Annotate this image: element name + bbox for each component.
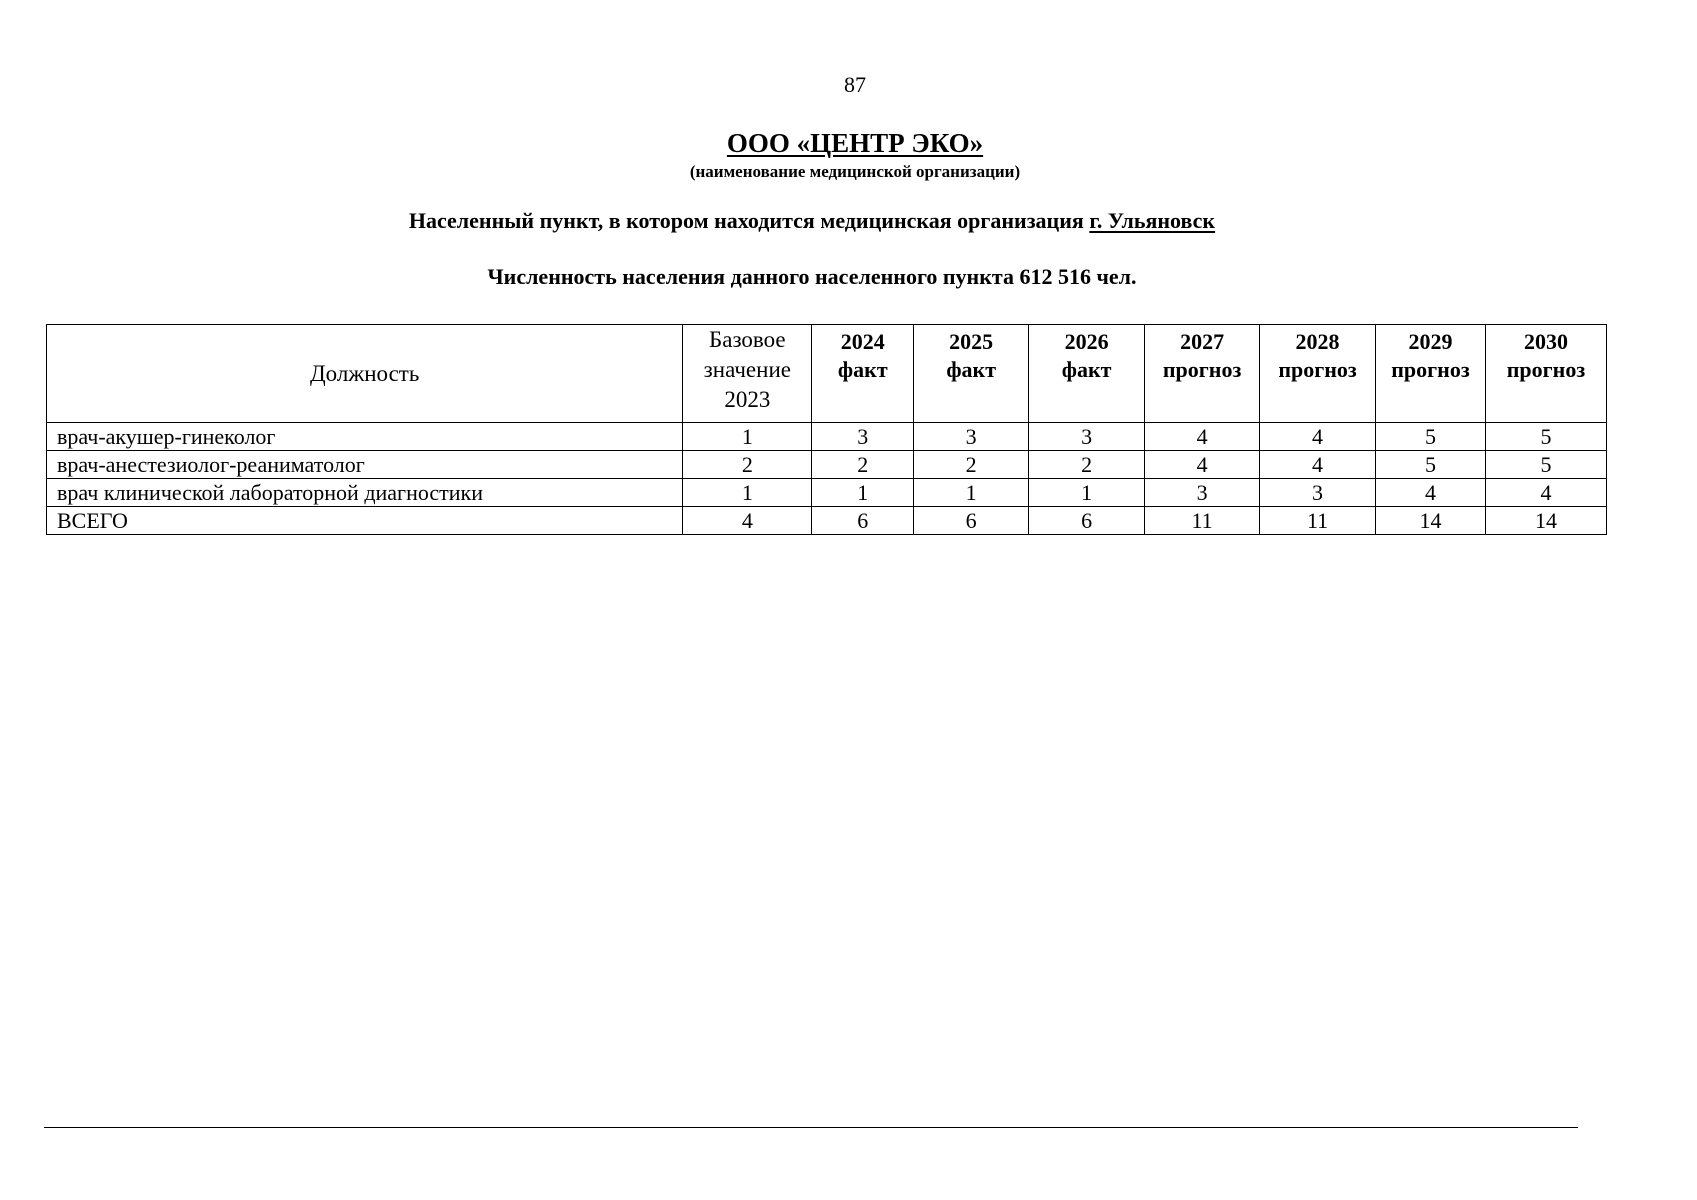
- table-row: [47, 479, 1607, 507]
- cell-2028: 11: [1260, 507, 1376, 535]
- cell-base-2023: 2: [683, 451, 812, 479]
- header-position: Должность: [47, 325, 683, 423]
- cell-2026: 2: [1029, 451, 1145, 479]
- cell-2029: 5: [1376, 423, 1486, 451]
- header-base-value: [683, 325, 812, 423]
- header-base-line1: Базовое: [709, 327, 786, 352]
- row-total-label: ВСЕГО: [47, 507, 683, 535]
- cell-2024: 6: [812, 507, 914, 535]
- header-year-2026: [1029, 325, 1145, 423]
- cell-base-2023: 1: [683, 423, 812, 451]
- cell-2027: 4: [1145, 423, 1260, 451]
- cell-2025: 3: [914, 423, 1029, 451]
- footer-divider: [44, 1127, 1578, 1128]
- header-kind: факт: [837, 357, 888, 382]
- header-year: 2030: [1523, 329, 1568, 354]
- cell-2024: 2: [812, 451, 914, 479]
- page-number: 87: [844, 72, 866, 97]
- header-kind: прогноз: [1391, 357, 1470, 382]
- cell-base-2023: 1: [683, 479, 812, 507]
- table-row: [47, 423, 1607, 451]
- cell-2027: 11: [1145, 507, 1260, 535]
- organization-caption: (наименование медицинской организации): [689, 162, 1021, 181]
- population-line: Численность населения данного населенного пункта 612 516 чел.: [487, 264, 1137, 289]
- cell-2028: 4: [1260, 423, 1376, 451]
- cell-base-2023: 4: [683, 507, 812, 535]
- cell-2027: 4: [1145, 451, 1260, 479]
- locality-line: [0, 208, 1624, 234]
- table-row: [47, 451, 1607, 479]
- cell-2025: 2: [914, 451, 1029, 479]
- cell-2029: 14: [1376, 507, 1486, 535]
- locality-label: Населенный пункт, в котором находится медицинская организация: [408, 208, 1084, 233]
- row-position-name: врач-акушер-гинеколог: [47, 423, 683, 451]
- header-year-2029: [1376, 325, 1486, 423]
- header-year: 2024: [840, 329, 885, 354]
- cell-2025: 6: [914, 507, 1029, 535]
- header-year: 2025: [949, 329, 994, 354]
- header-base-line3: 2023: [724, 387, 771, 412]
- cell-2028: 3: [1260, 479, 1376, 507]
- header-year-2024: [812, 325, 914, 423]
- header-kind: факт: [946, 357, 997, 382]
- table-header-row: [47, 325, 1607, 423]
- header-base-line2: значение: [703, 357, 791, 382]
- cell-2027: 3: [1145, 479, 1260, 507]
- header-kind: прогноз: [1278, 357, 1357, 382]
- header-year-2025: [914, 325, 1029, 423]
- header-kind: прогноз: [1162, 357, 1242, 382]
- cell-2028: 4: [1260, 451, 1376, 479]
- cell-2024: 1: [812, 479, 914, 507]
- header-year-2027: [1145, 325, 1260, 423]
- cell-2024: 3: [812, 423, 914, 451]
- cell-2030: 4: [1485, 479, 1606, 507]
- cell-2029: 5: [1376, 451, 1486, 479]
- row-position-name: врач клинической лабораторной диагностики: [47, 479, 683, 507]
- cell-2030: 5: [1485, 451, 1606, 479]
- table-row-total: [47, 507, 1607, 535]
- staff-table: [46, 324, 1607, 535]
- cell-2030: 5: [1485, 423, 1606, 451]
- cell-2025: 1: [914, 479, 1029, 507]
- header-year-2030: [1485, 325, 1606, 423]
- header-year: 2026: [1064, 329, 1109, 354]
- header-year-2028: [1260, 325, 1376, 423]
- cell-2029: 4: [1376, 479, 1486, 507]
- header-year: 2029: [1408, 329, 1453, 354]
- header-kind: прогноз: [1506, 357, 1586, 382]
- locality-city: г. Ульяновск: [1089, 208, 1216, 233]
- header-year: 2028: [1295, 329, 1340, 354]
- header-year: 2027: [1180, 329, 1225, 354]
- cell-2026: 6: [1029, 507, 1145, 535]
- organization-name: ООО «ЦЕНТР ЭКО»: [726, 128, 984, 158]
- header-kind: факт: [1061, 357, 1112, 382]
- cell-2026: 3: [1029, 423, 1145, 451]
- cell-2030: 14: [1485, 507, 1606, 535]
- cell-2026: 1: [1029, 479, 1145, 507]
- row-position-name: врач-анестезиолог-реаниматолог: [47, 451, 683, 479]
